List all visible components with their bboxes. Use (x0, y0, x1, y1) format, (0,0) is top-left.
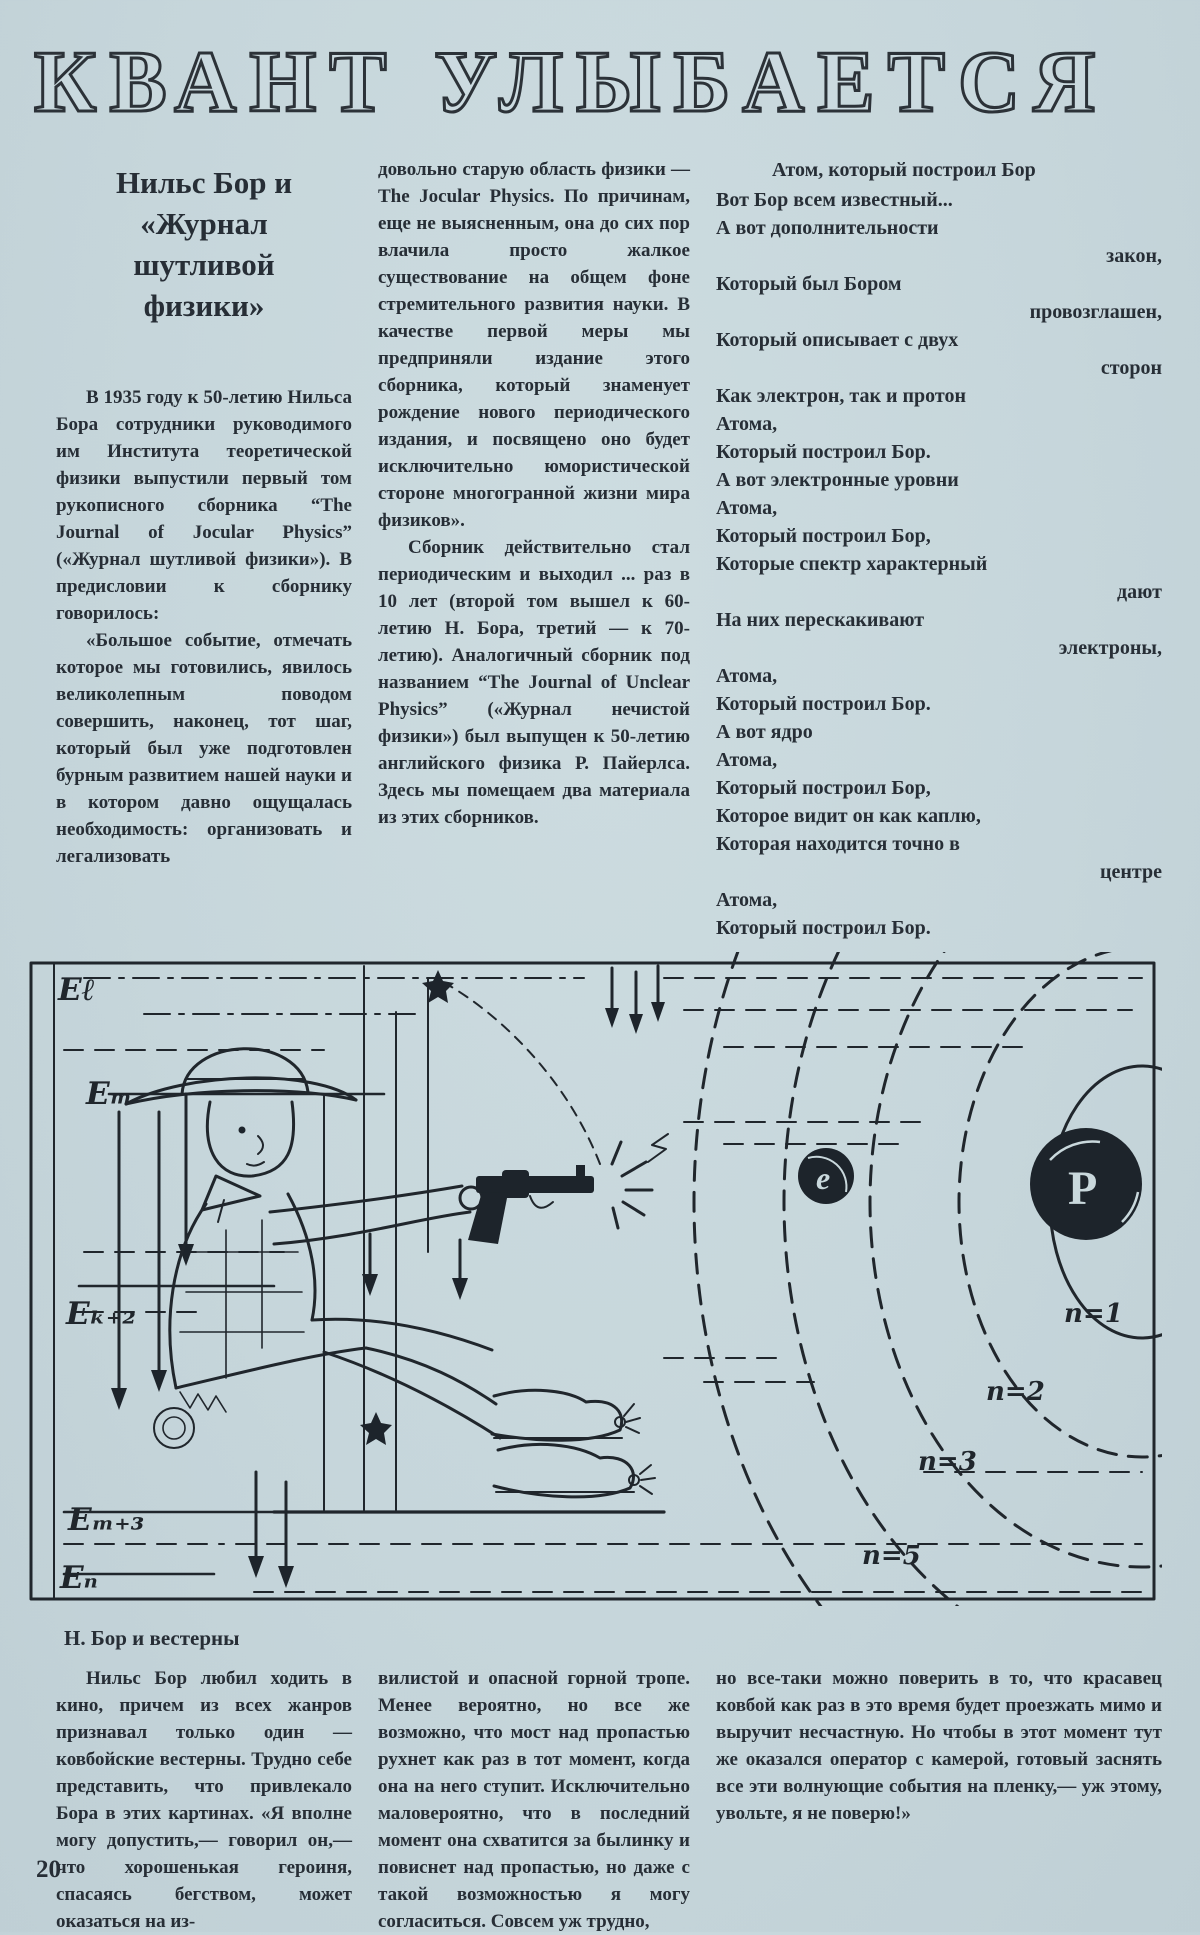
lasso-coil (154, 1408, 194, 1448)
transition-arrows (111, 966, 665, 1588)
bohr-western-cartoon (24, 952, 1162, 1606)
paragraph: но все-таки можно поверить в то, что красавец ковбой как раз в это время будет проезжать мимо и выручит несчастную. Но чтобы в этот момент тут же оказался оператор с камерой, готовый заснять все эти волнующие события на пленку,— уж этому, увольте, я не поверю!» (716, 1668, 1162, 1824)
poem-line: А вот дополнительности (716, 217, 939, 239)
electron-label: e (816, 1160, 831, 1196)
proton-ball (1030, 1128, 1142, 1240)
cowboy-boot (492, 1390, 622, 1440)
illustration-caption: Н. Бор и вестерны (64, 1626, 240, 1650)
magazine-section-masthead: КВАНТ УЛЫБАЕТСЯ (34, 32, 1109, 131)
chaps-fringe (180, 1392, 226, 1412)
poem-line: Который построил Бор. (716, 441, 931, 463)
poem-line: Которое видит он как каплю, (716, 805, 981, 827)
cowboy-back (170, 1204, 206, 1388)
cowboy-boot (494, 1444, 633, 1496)
poem-line: Который описывает с двух (716, 329, 959, 351)
energy-label: Eₘ₊₃ (68, 1502, 145, 1538)
poem-line: Вот Бор всем известный... (716, 189, 953, 211)
trigger-guard (530, 1196, 553, 1208)
paragraph: вилистой и опасной горной тропе. Менее вероятно, но все же возможно, что мост над пропастью рухнет как раз в тот момент, когда она на него ступит. Исключительно маловероятно, что в последний момент она схватится за былинку и повиснет над пропастью, но даже с такой возможностью я могу согласиться. Совсем уж трудно, (378, 1668, 690, 1932)
cowboy-leg (176, 1348, 366, 1388)
proton-label: P (1068, 1162, 1098, 1215)
poem-line: Который построил Бор. (716, 917, 931, 939)
column-3-poem (716, 156, 1162, 942)
poem-line: дают (1117, 581, 1162, 603)
orbit-label: n=3 (918, 1447, 977, 1477)
poem-line: Атома, (716, 497, 778, 519)
revolver (468, 1165, 594, 1244)
electron-ball (798, 1148, 854, 1204)
orbit-label: n=1 (1064, 1299, 1123, 1329)
column-1 (56, 156, 352, 942)
bullet-trajectory (422, 970, 600, 1164)
poem-line: провозглашен, (1029, 301, 1162, 323)
energy-label: Eℓ (58, 972, 95, 1008)
bottom-columns (0, 1651, 1200, 1935)
muzzle-flash (612, 1134, 668, 1228)
poem-line: Которая находится точно в (716, 833, 960, 855)
paragraph: Сборник действительно стал периодическим и выходил ... раз в 10 лет (второй том вышел к 60-летию Н. Бора, третий — к 70-летию). Аналогичный сборник под названием “The Journal of Unclear Physics” («Журнал нечистой физики») был выпущен к 50-летию английского физика Р. Пайерлса. Здесь мы помещаем два материала из этих сборников. (378, 537, 690, 828)
article-title: Нильс Бор и «Журнал шутливой физики» (115, 165, 293, 323)
energy-label: Eₘ (86, 1076, 133, 1112)
orbit-label: n=5 (862, 1541, 921, 1571)
orbit-label: n=2 (986, 1377, 1045, 1407)
poem-line: закон, (1106, 245, 1162, 267)
poem-line: Атома, (716, 749, 778, 771)
poem-title: Атом, который построил Бор (772, 159, 1036, 181)
poem-line: Который построил Бор, (716, 777, 931, 799)
poem-line: А вот электронные уровни (716, 469, 959, 491)
cartoon-illustration (24, 952, 1200, 1606)
cowboy-eye (239, 1127, 246, 1134)
poem-line: Которые спектр характерный (716, 553, 988, 575)
poem-line: Атома, (716, 889, 778, 911)
energy-label: Eₖ₊₂ (66, 1296, 136, 1332)
poem-line: электроны, (1058, 637, 1162, 659)
poem-line: Который построил Бор. (716, 693, 931, 715)
cowboy-arm (270, 1186, 462, 1212)
column-2 (378, 156, 690, 942)
paragraph: довольно старую область физики — The Jocular Physics. По причинам, еще не выясненным, она до сих пор влачила просто жалкое существование на общем фоне стремительного развития науки. В качестве первой меры мы предприняли издание этого сборника, который знаменует рождение нового периодического издания, и посвящено оно будет исключительно юмористической стороне многогранной жизни мира физиков». (378, 159, 690, 531)
sparkle-star (422, 970, 454, 1003)
page-number: 20 (36, 1856, 61, 1883)
illustration-frame (31, 963, 1154, 1599)
poem-line: сторон (1100, 357, 1162, 379)
energy-label: Eₙ (60, 1560, 98, 1596)
top-columns (0, 130, 1200, 942)
poem-line: На них перескакивают (716, 609, 925, 631)
cowboy-bandana (202, 1176, 260, 1210)
poem-line: Как электрон, так и протон (716, 385, 966, 407)
paragraph: Нильс Бор любил ходить в кино, причем из всех жанров признавал только один — ковбойские вестерны. Трудно себе представить, что привлекало Бора в этих картинах. «Я вполне могу допустить,— говорил он,— что хорошенькая героиня, спасаясь бегством, может оказаться на из- (56, 1668, 352, 1932)
spur (615, 1404, 655, 1494)
poem-line: А вот ядро (716, 721, 813, 743)
poem-line: Атома, (716, 665, 778, 687)
orbit-ellipses (694, 952, 1162, 1606)
cowboy-hat-crown (182, 1049, 308, 1094)
paragraph: «Большое событие, отмечать которое мы готовились, явилось великолепным поводом совершить, наконец, тот шаг, который был уже подготовлен бурным развитием нашей науки и в котором давно ощущалась необходимость: организовать и легализовать (56, 630, 352, 867)
poem-line: центре (1100, 861, 1162, 883)
paragraph: В 1935 году к 50-летию Нильса Бора сотрудники руководимого им Института теоретической физики выпустили первый том рукописного сборника “The Journal of Jocular Physics” («Журнал шутливой физики»). В предисловии к сборнику говорилось: (56, 387, 352, 624)
poem-line: Атома, (716, 413, 778, 435)
poem-line: Который был Бором (716, 273, 902, 295)
poem-line: Который построил Бор, (716, 525, 931, 547)
